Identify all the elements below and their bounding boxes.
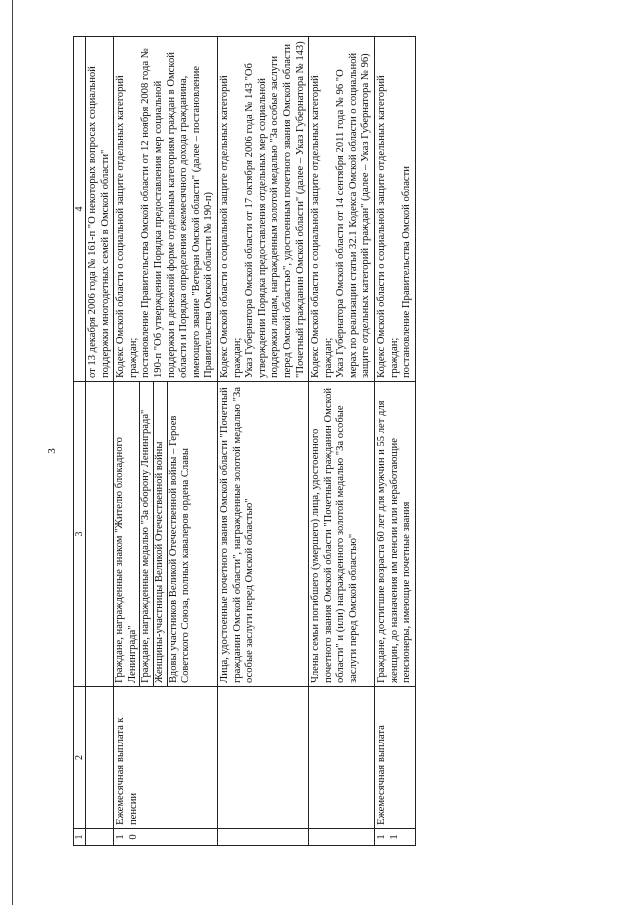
row-number: 11 [375,829,416,846]
table-cell [217,687,308,829]
table-row-11 [375,37,416,846]
continuation-text: от 13 декабря 2006 года № 161-п "О некоторых вопросах социальной поддержки многодетных семей в Омской области" [86,37,114,382]
legal-basis-cell [114,37,218,382]
legal-basis-line: постановление Правительства Омской области [401,166,413,378]
legal-basis-cell [375,37,416,382]
rotated-document-sheet [73,37,615,846]
row-number: 10 [114,829,218,846]
legal-basis-line: постановление Правительства Омской области от 12 ноября 2008 года № 190-п "Об утверждении Порядка предоставления мер социальной поддержки в денежной форме отдельным категориям граждан в Омской области и Порядка определения ежемесячного дохода гражданина, имеющего звание "Ветеран Омской области" (далее – постановление Правительства Омской области № 190-п) [140,48,215,378]
table-cell [217,829,308,846]
table-cell [86,829,114,846]
table-cell [86,687,114,829]
table-cell [309,829,375,846]
recipient-category: Вдовы участников Великой Отечественной войны – Героев Советского Союза, полных кавалеров ордена Славы [167,382,193,686]
benefit-name: Ежемесячная выплата к пенсии [114,687,218,829]
legal-basis-line: Кодекс Омской области о социальной защите отдельных категорий граждан; [218,75,243,378]
recipient-category: Граждане, награжденные медалью "За оборону Ленинграда" [139,382,153,686]
table-row-10b [217,37,308,846]
recipients-cell [114,382,218,687]
table-row-10 [114,37,218,846]
legal-basis-cell [217,37,308,382]
legal-basis-line: Указ Губернатора Омской области от 17 октября 2006 года № 143 "Об утверждении Порядка предоставления отдельных мер социальной поддержки лицам, награжденным золотой медалью "За особые заслуги перед Омской областью", удостоенным почетного звания Омской области "Почетный гражданин Омской области" (далее – Указ Губернатора № 143) [244,41,306,378]
benefit-name: Ежемесячная выплата [375,687,416,829]
recipient-category: Члены семьи погибшего (умершего) лица, удостоенного почетного звания Омской области "Почетный гражданин Омской области" и (или) награжденного золотой медалью "За особые заслуги перед Омской областью" [309,382,375,687]
legal-basis-cell [309,37,375,382]
header-col-4: 4 [74,37,86,382]
recipient-category: Женщины-участницы Великой Отечественной войны [153,382,167,686]
table-cell [309,687,375,829]
legal-basis-line: Кодекс Омской области о социальной защите отдельных категорий граждан; [115,75,139,378]
table-row-10c [309,37,375,846]
legal-basis-line: Кодекс Омской области о социальной защите отдельных категорий граждан; [310,75,334,378]
recipient-category: Граждане, достигшие возраста 60 лет для мужчин и 55 лет для женщин, до назначения им пенсии или неработающие пенсионеры, имеющие почетные звания [375,382,416,687]
left-margin-rule [12,0,13,905]
page-number: 3 [46,448,58,454]
recipient-category: Лица, удостоенные почетного звания Омской области "Почетный гражданин Омской области", награжденные золотой медалью "За особые заслуги перед Омской областью" [217,382,308,687]
header-col-1: 1 [74,829,86,846]
legal-basis-line: Указ Губернатора Омской области от 14 сентября 2011 года № 96 "О мерах по реализации статьи 32.1 Кодекса Омской области о социальной защите отдельных категорий граждан" (далее – Указ Губернатора № 96) [335,52,372,378]
header-row [74,37,86,846]
continuation-row [86,37,114,846]
benefits-table [73,36,416,846]
table-cell [86,382,114,687]
legal-basis-line: Кодекс Омской области о социальной защите отдельных категорий граждан; [376,75,400,378]
recipient-category: Граждане, награжденные знаком "Жителю блокадного Ленинграда" [114,437,138,683]
header-col-3: 3 [74,382,86,687]
header-col-2: 2 [74,687,86,829]
